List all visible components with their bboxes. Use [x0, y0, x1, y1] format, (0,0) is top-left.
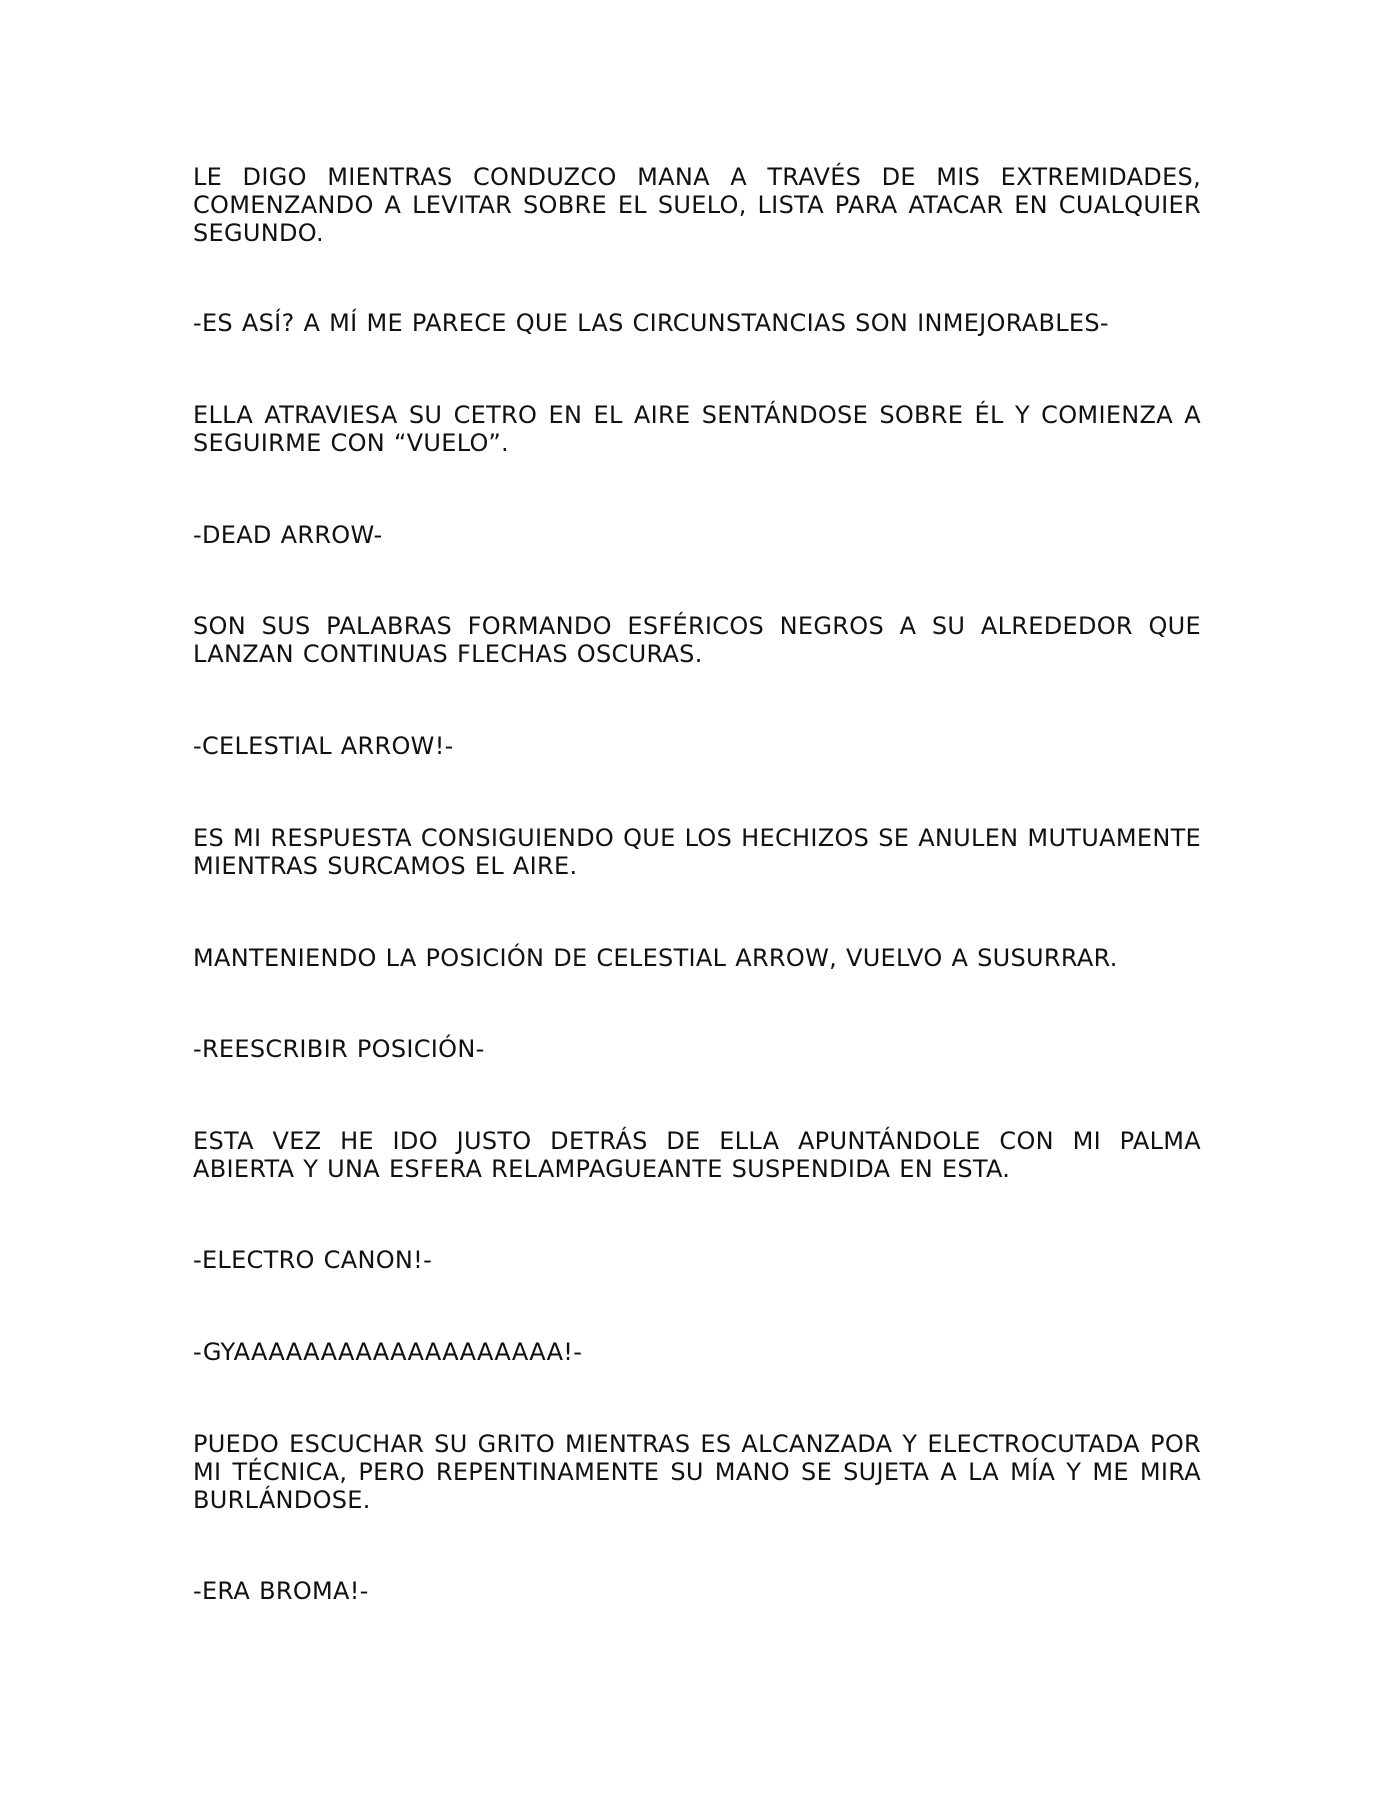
narration-paragraph: PUEDO ESCUCHAR SU GRITO MIENTRAS ES ALCANZADA Y ELECTROCUTADA POR MI TÉCNICA, PERO REPENTINAMENTE SU MANO SE SUJETA A LA MÍA Y ME MIRA BURLÁNDOSE. [193, 1430, 1201, 1514]
dialogue-line: -ERA BROMA!- [193, 1577, 369, 1605]
narration-paragraph: MANTENIENDO LA POSICIÓN DE CELESTIAL ARROW, VUELVO A SUSURRAR. [193, 944, 1118, 972]
narration-paragraph: ES MI RESPUESTA CONSIGUIENDO QUE LOS HECHIZOS SE ANULEN MUTUAMENTE MIENTRAS SURCAMOS EL AIRE. [193, 824, 1201, 880]
narration-paragraph: LE DIGO MIENTRAS CONDUZCO MANA A TRAVÉS DE MIS EXTREMIDADES, COMENZANDO A LEVITAR SOBRE EL SUELO, LISTA PARA ATACAR EN CUALQUIER SEGUNDO. [193, 163, 1201, 247]
dialogue-line: -ES ASÍ? A MÍ ME PARECE QUE LAS CIRCUNSTANCIAS SON INMEJORABLES- [193, 309, 1109, 337]
dialogue-line: -ELECTRO CANON!- [193, 1246, 433, 1274]
dialogue-line: -CELESTIAL ARROW!- [193, 732, 454, 760]
narration-paragraph: ELLA ATRAVIESA SU CETRO EN EL AIRE SENTÁNDOSE SOBRE ÉL Y COMIENZA A SEGUIRME CON “VUELO”. [193, 401, 1201, 457]
narration-paragraph: ESTA VEZ HE IDO JUSTO DETRÁS DE ELLA APUNTÁNDOLE CON MI PALMA ABIERTA Y UNA ESFERA RELAMPAGUEANTE SUSPENDIDA EN ESTA. [193, 1127, 1201, 1183]
dialogue-line: -DEAD ARROW- [193, 521, 383, 549]
narration-paragraph: SON SUS PALABRAS FORMANDO ESFÉRICOS NEGROS A SU ALREDEDOR QUE LANZAN CONTINUAS FLECHAS OSCURAS. [193, 612, 1201, 668]
dialogue-line: -GYAAAAAAAAAAAAAAAAAAA!- [193, 1338, 583, 1366]
dialogue-line: -REESCRIBIR POSICIÓN- [193, 1035, 485, 1063]
